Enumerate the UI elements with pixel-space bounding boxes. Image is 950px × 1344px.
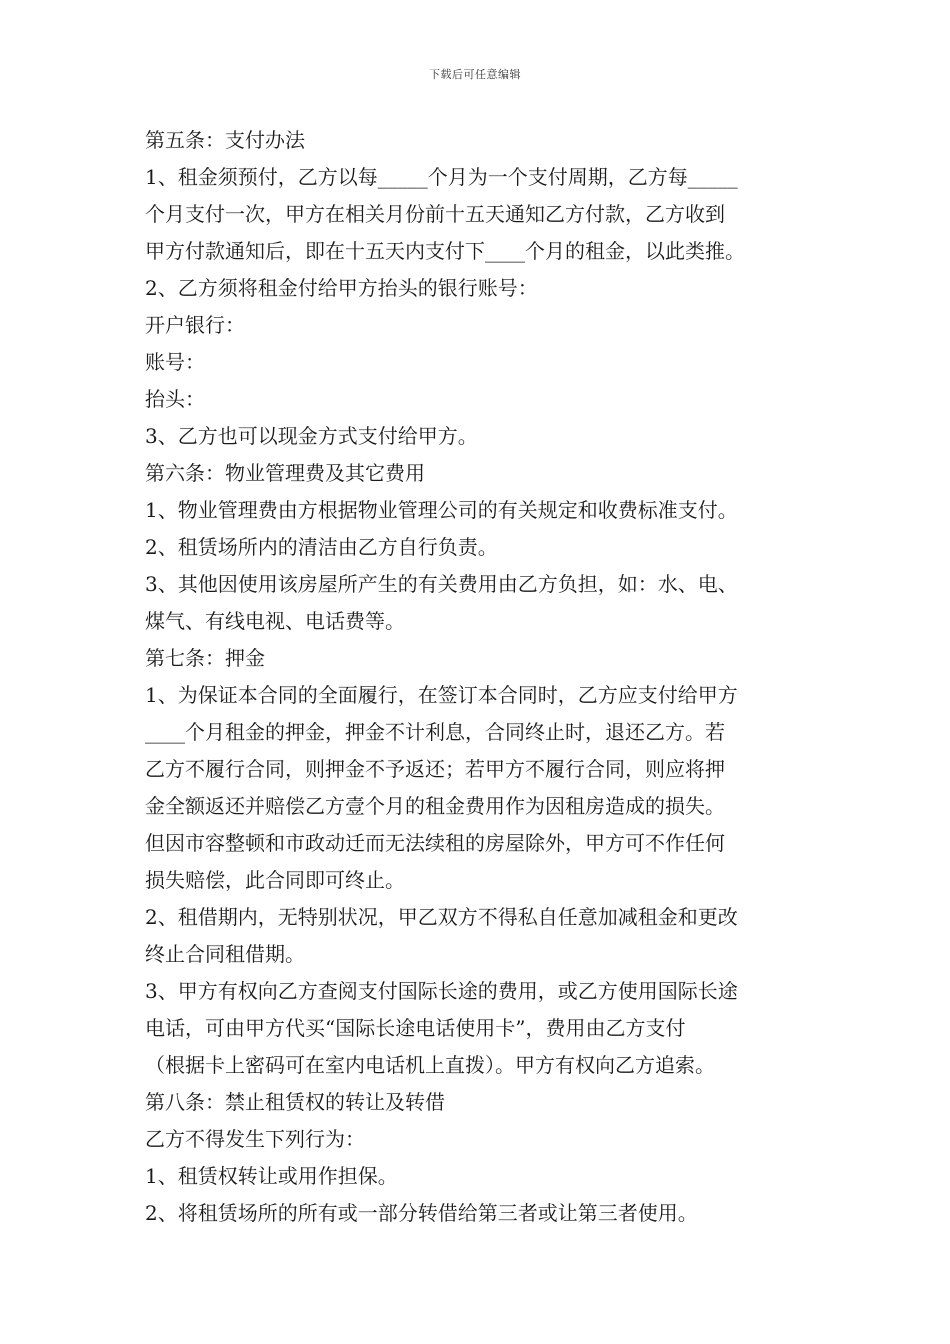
section-title-article-6: 第六条：物业管理费及其它费用	[145, 461, 425, 485]
bank-name-field: 开户银行：	[145, 313, 245, 337]
text-line: 终止合同租借期。	[145, 942, 305, 966]
text-line: 2、租赁场所内的清洁由乙方自行负责。	[145, 535, 498, 559]
text-line: 煤气、有线电视、电话费等。	[145, 609, 405, 633]
text-line: 1、租金须预付，乙方以每_____个月为一个支付周期，乙方每_____	[145, 165, 738, 189]
account-holder-field: 抬头：	[145, 387, 205, 411]
text-line: 乙方不履行合同，则押金不予返还；若甲方不履行合同，则应将押	[145, 757, 725, 781]
text-line: （根据卡上密码可在室内电话机上直拨）。甲方有权向乙方追索。	[145, 1053, 715, 1077]
text-line: 1、租赁权转让或用作担保。	[145, 1164, 398, 1188]
page-header: 下载后可任意编辑	[429, 68, 521, 81]
text-line: 1、为保证本合同的全面履行，在签订本合同时，乙方应支付给甲方	[145, 683, 738, 707]
text-line: 1、物业管理费由方根据物业管理公司的有关规定和收费标准支付。	[145, 498, 738, 522]
text-line: 2、租借期内，无特别状况，甲乙双方不得私自任意加减租金和更改	[145, 905, 738, 929]
document-body	[145, 122, 810, 1232]
text-line: 2、乙方须将租金付给甲方抬头的银行账号：	[145, 276, 538, 300]
text-line: 3、甲方有权向乙方查阅支付国际长途的费用，或乙方使用国际长途	[145, 979, 738, 1003]
text-line: 乙方不得发生下列行为：	[145, 1127, 365, 1151]
text-line: 2、将租赁场所的所有或一部分转借给第三者或让第三者使用。	[145, 1201, 698, 1225]
section-title-article-8: 第八条：禁止租赁权的转让及转借	[145, 1090, 445, 1114]
text-line: 甲方付款通知后，即在十五天内支付下____个月的租金，以此类推。	[145, 239, 745, 263]
text-line: 3、乙方也可以现金方式支付给甲方。	[145, 424, 478, 448]
text-line: 金全额返还并赔偿乙方壹个月的租金费用作为因租房造成的损失。	[145, 794, 725, 818]
text-line: ____个月租金的押金，押金不计利息，合同终止时，退还乙方。若	[145, 720, 725, 744]
text-line: 电话，可由甲方代买“国际长途电话使用卡”，费用由乙方支付	[145, 1016, 686, 1040]
text-line: 但因市容整顿和市政动迁而无法续租的房屋除外，甲方可不作任何	[145, 831, 725, 855]
section-title-article-5: 第五条：支付办法	[145, 128, 305, 152]
section-title-article-7: 第七条：押金	[145, 646, 265, 670]
text-line: 个月支付一次，甲方在相关月份前十五天通知乙方付款，乙方收到	[145, 202, 725, 226]
account-number-field: 账号：	[145, 350, 205, 374]
text-line: 3、其他因使用该房屋所产生的有关费用由乙方负担，如：水、电、	[145, 572, 738, 596]
text-line: 损失赔偿，此合同即可终止。	[145, 868, 405, 892]
